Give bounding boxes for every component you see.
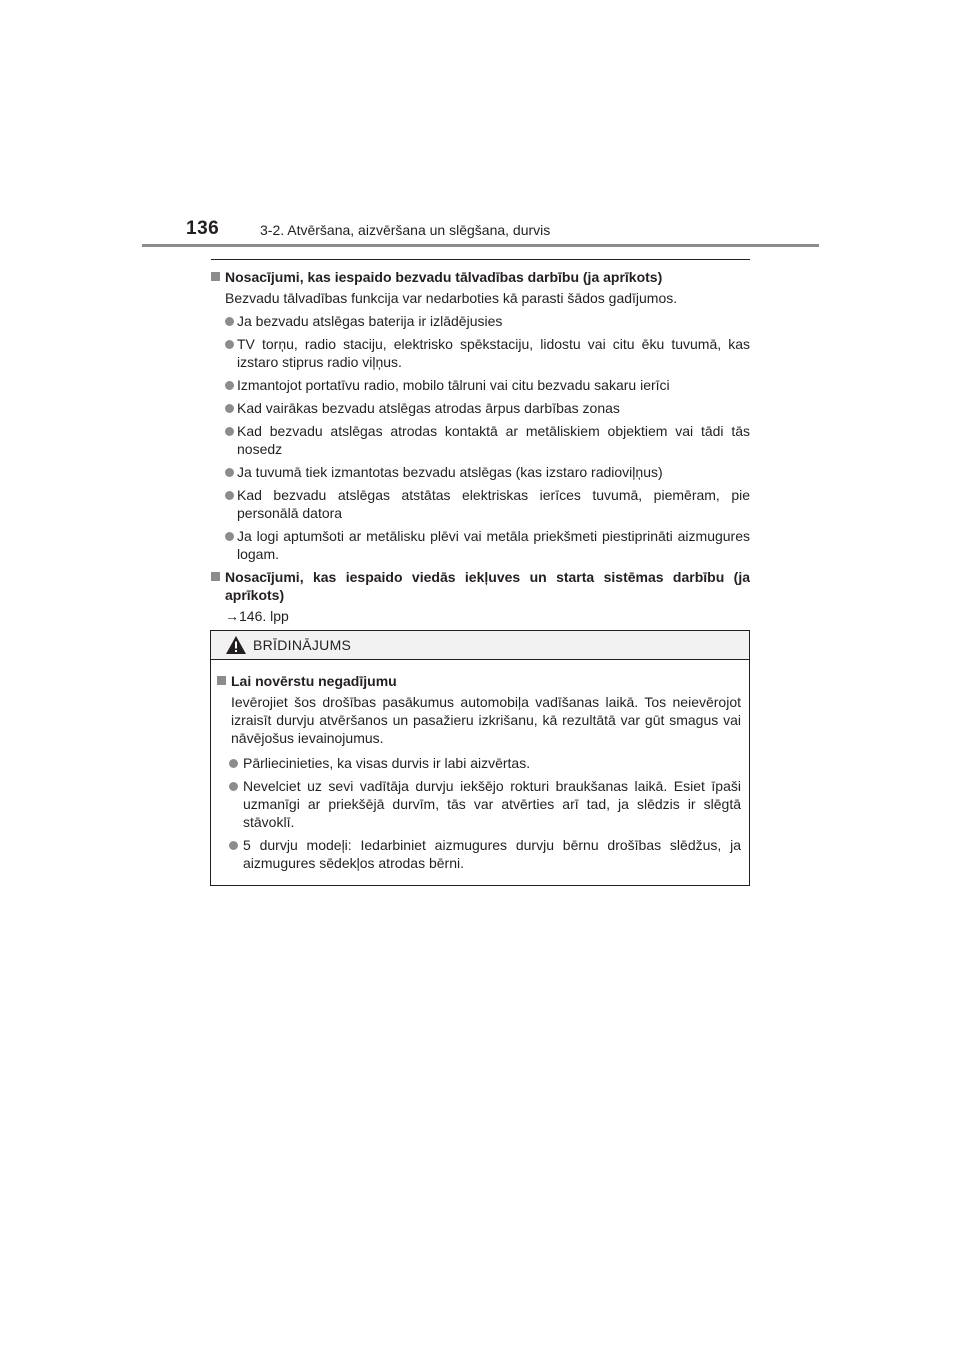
square-bullet-icon xyxy=(217,676,226,685)
bullet-dot-icon xyxy=(225,404,234,413)
warning-paragraph: Ievērojiet šos drošības pasākumus automobiļa vadīšanas laikā. Tos neievērojot izraisīt durvju atvēršanos un pasažieru izkrišanu, kā rezultātā var gūt smagus vai nāvējošus ievainojumus. xyxy=(231,694,741,746)
list-item-text: Kad bezvadu atslēgas atstātas elektriskas ierīces tuvumā, piemēram, pie personālā datora xyxy=(237,487,750,521)
list-item-text: TV torņu, radio staciju, elektrisko spēkstaciju, lidostu vai citu ēku tuvumā, kas izstaro stiprus radio viļņus. xyxy=(237,336,750,370)
content-top-rule xyxy=(211,259,750,260)
bullet-dot-icon xyxy=(225,381,234,390)
warning-header xyxy=(211,631,749,660)
section-heading-text: Nosacījumi, kas iespaido bezvadu tālvadības darbību (ja aprīkots) xyxy=(225,269,663,285)
section-heading-text: Nosacījumi, kas iespaido viedās iekļuves un starta sistēmas darbību (ja aprīkots) xyxy=(225,569,750,603)
warning-list-item xyxy=(217,754,741,772)
list-item xyxy=(211,376,750,394)
warning-heading-text: Lai novērstu negadījumu xyxy=(231,673,397,689)
list-item xyxy=(211,312,750,330)
bullet-dot-icon xyxy=(229,759,238,768)
list-item xyxy=(211,486,750,522)
list-item xyxy=(211,422,750,458)
section-heading xyxy=(211,268,750,286)
warning-heading xyxy=(217,672,741,690)
list-item xyxy=(211,335,750,371)
header-divider xyxy=(142,244,819,247)
warning-list-item xyxy=(217,777,741,831)
warning-body xyxy=(211,660,749,872)
bullet-dot-icon xyxy=(225,491,234,500)
bullet-dot-icon xyxy=(225,532,234,541)
section-title: 3-2. Atvēršana, aizvēršana un slēgšana, durvis xyxy=(260,222,551,238)
warning-list-item-text: Pārliecinieties, ka visas durvis ir labi aizvērtas. xyxy=(243,755,531,771)
section-intro: Bezvadu tālvadības funkcija var nedarboties kā parasti šādos gadījumos. xyxy=(225,290,678,306)
square-bullet-icon xyxy=(211,272,220,281)
list-item-text: Izmantojot portatīvu radio, mobilo tālruni vai citu bezvadu sakaru ierīci xyxy=(237,377,670,393)
bullet-dot-icon xyxy=(229,841,238,850)
bullet-dot-icon xyxy=(229,782,238,791)
list-item-text: Ja bezvadu atslēgas baterija ir izlādējusies xyxy=(237,313,503,329)
page-reference: →146. lpp xyxy=(225,608,289,624)
list-item xyxy=(211,463,750,481)
page-number: 136 xyxy=(186,218,220,239)
square-bullet-icon xyxy=(211,572,220,581)
list-item-text: Ja logi aptumšoti ar metālisku plēvi vai metāla priekšmeti piestiprināti aizmugures logam. xyxy=(237,528,750,562)
bullet-dot-icon xyxy=(225,317,234,326)
list-item-text: Kad vairākas bezvadu atslēgas atrodas ārpus darbības zonas xyxy=(237,400,620,416)
warning-triangle-icon xyxy=(225,635,247,655)
warning-list-item xyxy=(217,836,741,872)
bullet-dot-icon xyxy=(225,468,234,477)
bullet-dot-icon xyxy=(225,340,234,349)
list-item-text: Ja tuvumā tiek izmantotas bezvadu atslēgas (kas izstaro radioviļņus) xyxy=(237,464,663,480)
list-item xyxy=(211,399,750,417)
warning-list-item-text: Nevelciet uz sevi vadītāja durvju iekšējo rokturi braukšanas laikā. Esiet īpaši uzmanīgi ar priekšējā durvīm, tās var atvērties arī tad, ja slēdzis ir slēgtā stāvoklī. xyxy=(243,778,741,830)
warning-title: BRĪDINĀJUMS xyxy=(253,637,352,653)
list-item-text: Kad bezvadu atslēgas atrodas kontaktā ar metāliskiem objektiem vai tādi tās nosedz xyxy=(237,423,750,457)
section-heading xyxy=(211,568,750,604)
list-item xyxy=(211,527,750,563)
bullet-dot-icon xyxy=(225,427,234,436)
warning-box xyxy=(210,630,750,886)
warning-list-item-text: 5 durvju modeļi: Iedarbiniet aizmugures durvju bērnu drošības slēdžus, ja aizmugures sēdekļos atrodas bērni. xyxy=(243,837,741,871)
main-content xyxy=(211,259,750,625)
